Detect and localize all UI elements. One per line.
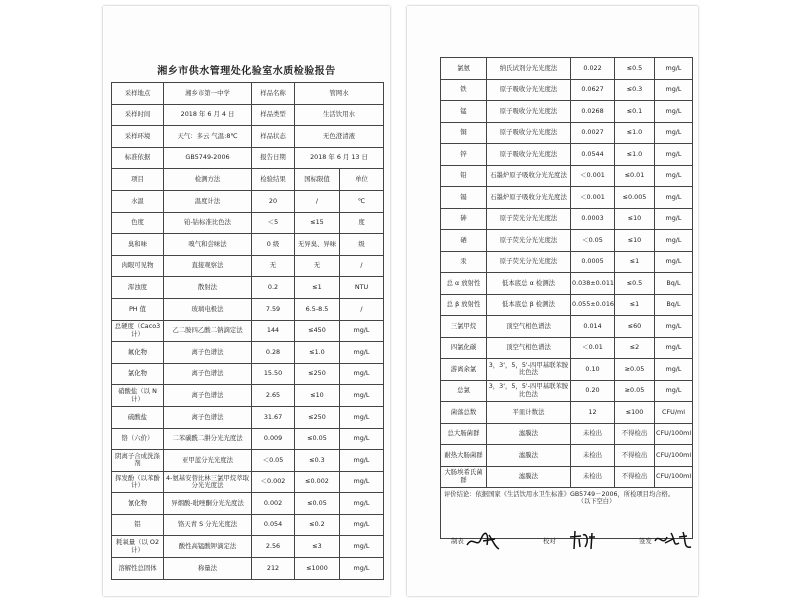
test-result: ＜0.05 (571, 230, 615, 252)
test-result: 0.0027 (571, 122, 615, 144)
column-header: 检验结果 (252, 169, 295, 191)
left-results-table (111, 82, 384, 580)
info-label: 采样时间 (112, 104, 164, 126)
table-row (441, 58, 693, 80)
unit: ℃ (340, 190, 384, 212)
table-row (112, 558, 384, 580)
item-name: 硒 (441, 230, 487, 252)
table-row (441, 466, 693, 488)
test-result: 0.014 (571, 316, 615, 338)
standard-limit: ≤1.0 (615, 144, 655, 166)
standard-limit: ≤0.05 (295, 428, 340, 450)
standard-limit: ≤0.5 (615, 273, 655, 295)
standard-limit: / (295, 190, 340, 212)
standard-limit: ≤0.2 (295, 514, 340, 536)
test-result: 0.0003 (571, 208, 615, 230)
test-result: 0.055±0.016 (571, 294, 615, 316)
test-method: 铬天青 S 分光光度法 (164, 514, 252, 536)
item-name: 总氯 (441, 380, 487, 402)
standard-limit: ≤10 (615, 208, 655, 230)
unit: mg/L (340, 558, 384, 580)
standard-limit: ≤250 (295, 363, 340, 385)
info-label: 标准依据 (112, 147, 164, 169)
info-value: 2018 年 6 月 13 日 (295, 147, 384, 169)
table-row (441, 337, 693, 359)
item-name: 铅 (441, 165, 487, 187)
standard-limit: ≤0.3 (615, 79, 655, 101)
table-row (112, 493, 384, 515)
test-method: 滤膜法 (487, 466, 571, 488)
unit: mg/L (340, 536, 384, 558)
table-row (112, 255, 384, 277)
unit: mg/L (655, 316, 693, 338)
test-method: 原子荧光分光光度法 (487, 208, 571, 230)
test-result: 20 (252, 190, 295, 212)
test-method: 石墨炉原子吸收分光光度法 (487, 165, 571, 187)
item-name: 三氯甲烷 (441, 316, 487, 338)
unit: / (340, 298, 384, 320)
unit: mg/L (655, 144, 693, 166)
test-result: 0.0268 (571, 101, 615, 123)
table-row (112, 363, 384, 385)
table-row (441, 230, 693, 252)
item-name: 游离余氯 (441, 359, 487, 381)
standard-limit: ≤100 (615, 402, 655, 424)
standard-limit: ≤10 (295, 385, 340, 407)
unit: CFU/100ml (655, 423, 693, 445)
test-method: 嗅气和尝味法 (164, 234, 252, 256)
info-row (112, 104, 384, 126)
test-method: 离子色谱法 (164, 406, 252, 428)
standard-limit: ≤250 (295, 406, 340, 428)
standard-limit: ≤0.3 (295, 450, 340, 472)
item-name: 总大肠菌群 (441, 423, 487, 445)
standard-limit: ≤60 (615, 316, 655, 338)
table-row (112, 406, 384, 428)
item-name: 铜 (441, 122, 487, 144)
item-name: 砷 (441, 208, 487, 230)
unit: mg/L (655, 101, 693, 123)
unit: mg/L (340, 363, 384, 385)
test-result: 12 (571, 402, 615, 424)
item-name: 镉 (441, 187, 487, 209)
test-method: 纳氏试剂分光光度法 (487, 58, 571, 80)
unit: mg/L (340, 514, 384, 536)
test-result: ＜5 (252, 212, 295, 234)
standard-limit: ≤2 (615, 337, 655, 359)
unit: Bq/L (655, 273, 693, 295)
test-result: ＜0.001 (571, 165, 615, 187)
standard-limit: ≤1000 (295, 558, 340, 580)
test-method: 原子吸收分光光度法 (487, 101, 571, 123)
table-row (441, 79, 693, 101)
table-row (112, 320, 384, 342)
item-name: PH 值 (112, 298, 164, 320)
item-name: 肉眼可见物 (112, 255, 164, 277)
info-value: 无色澄清液 (295, 126, 384, 148)
item-name: 溶解性总固体 (112, 558, 164, 580)
standard-limit: ≤1 (295, 277, 340, 299)
test-result: 0.054 (252, 514, 295, 536)
column-header: 项目 (112, 169, 164, 191)
test-result: ＜0.002 (252, 471, 295, 493)
right-results-table (440, 57, 693, 539)
table-row (441, 423, 693, 445)
table-row (441, 101, 693, 123)
unit: mg/L (655, 251, 693, 273)
info-row (112, 147, 384, 169)
checked-signature-icon (567, 527, 597, 555)
unit: Bq/L (655, 294, 693, 316)
info-label: 采样地点 (112, 83, 164, 105)
unit: 度 (340, 212, 384, 234)
prepared-by-label: 制表 (451, 537, 464, 545)
item-name: 阴离子合成洗涤剂 (112, 450, 164, 472)
unit: mg/L (655, 208, 693, 230)
report-page-right (407, 6, 698, 596)
unit: mg/L (655, 380, 693, 402)
item-name: 铁 (441, 79, 487, 101)
table-row (441, 445, 693, 467)
column-header: 国标限值 (295, 169, 340, 191)
item-name: 臭和味 (112, 234, 164, 256)
table-row (441, 359, 693, 381)
test-method: 异烟酸-吡唑酮分光光度法 (164, 493, 252, 515)
test-method: 滤膜法 (487, 445, 571, 467)
test-method: 酸性高锰酸钾滴定法 (164, 536, 252, 558)
item-name: 色度 (112, 212, 164, 234)
unit: mg/L (655, 337, 693, 359)
item-name: 硝酸盐（以 N 计） (112, 385, 164, 407)
standard-limit: 不得检出 (615, 423, 655, 445)
signature-area (407, 527, 698, 557)
standard-limit: ≤10 (615, 230, 655, 252)
item-name: 铬（六价） (112, 428, 164, 450)
test-method: 离子色谱法 (164, 363, 252, 385)
standard-limit: ≥0.05 (615, 380, 655, 402)
item-name: 菌落总数 (441, 402, 487, 424)
item-name: 氯化物 (112, 363, 164, 385)
table-row (112, 342, 384, 364)
info-label: 样品类型 (252, 104, 295, 126)
test-method: 直接观察法 (164, 255, 252, 277)
table-row (441, 316, 693, 338)
standard-limit: ≤0.05 (295, 493, 340, 515)
table-row (441, 251, 693, 273)
test-method: 滤膜法 (487, 423, 571, 445)
unit: mg/L (655, 165, 693, 187)
unit: mg/L (340, 450, 384, 472)
table-row (112, 428, 384, 450)
table-row (112, 234, 384, 256)
unit: 级 (340, 234, 384, 256)
unit: mg/L (340, 493, 384, 515)
table-row (112, 298, 384, 320)
standard-limit: 无 (295, 255, 340, 277)
evaluation-conclusion: 评价结论：依据国家《生活饮用水卫生标准》GB5749－2006，所检项目均合格。 (444, 491, 675, 498)
standard-limit: ≤0.5 (615, 58, 655, 80)
info-label: 样品状态 (252, 126, 295, 148)
test-result: 2.56 (252, 536, 295, 558)
info-row (112, 83, 384, 105)
unit: CFU/100ml (655, 466, 693, 488)
approved-by-label: 签发 (639, 537, 652, 545)
standard-limit: ≤1 (615, 251, 655, 273)
test-method: 顶空气相色谱法 (487, 316, 571, 338)
test-method: 平皿计数法 (487, 402, 571, 424)
test-result: ＜0.05 (252, 450, 295, 472)
unit: CFU/100ml (655, 445, 693, 467)
test-result: 0.0544 (571, 144, 615, 166)
table-row (441, 122, 693, 144)
table-row (441, 380, 693, 402)
unit: mg/L (655, 187, 693, 209)
test-result: 0.2 (252, 277, 295, 299)
standard-limit: ≥0.05 (615, 359, 655, 381)
item-name: 四氯化碳 (441, 337, 487, 359)
unit: mg/L (655, 58, 693, 80)
item-name: 浑浊度 (112, 277, 164, 299)
standard-limit: ≤1 (615, 294, 655, 316)
item-name: 大肠埃希氏菌群 (441, 466, 487, 488)
test-result: 0.0005 (571, 251, 615, 273)
test-result: 0 级 (252, 234, 295, 256)
test-method: 原子荧光分光光度法 (487, 251, 571, 273)
test-result: 0.002 (252, 493, 295, 515)
table-row (112, 536, 384, 558)
test-method: 离子色谱法 (164, 342, 252, 364)
test-result: 15.50 (252, 363, 295, 385)
table-row (441, 165, 693, 187)
test-method: 顶空气相色谱法 (487, 337, 571, 359)
report-title: 湘乡市供水管理处化验室水质检验报告 (157, 66, 336, 77)
test-result: 0.28 (252, 342, 295, 364)
table-header-row (112, 169, 384, 191)
standard-limit: ≤15 (295, 212, 340, 234)
test-result: 0.20 (571, 380, 615, 402)
unit: mg/L (655, 122, 693, 144)
test-result: 7.59 (252, 298, 295, 320)
report-page-left (103, 6, 390, 596)
test-method: 乙二胺四乙酸二钠滴定法 (164, 320, 252, 342)
unit: mg/L (655, 230, 693, 252)
info-label: 采样环境 (112, 126, 164, 148)
table-row (112, 514, 384, 536)
test-result: 31.67 (252, 406, 295, 428)
test-method: 原子吸收分光光度法 (487, 144, 571, 166)
column-header: 单位 (340, 169, 384, 191)
item-name: 总 β 放射性 (441, 294, 487, 316)
test-result: ＜0.001 (571, 187, 615, 209)
unit: mg/L (340, 342, 384, 364)
column-header: 检测方法 (164, 169, 252, 191)
unit: mg/L (340, 428, 384, 450)
approved-signature-icon (653, 527, 695, 555)
unit: mg/L (655, 359, 693, 381)
standard-limit: 不得检出 (615, 445, 655, 467)
table-row (441, 273, 693, 295)
checked-by-label: 校对 (543, 537, 556, 545)
unit: mg/L (340, 320, 384, 342)
item-name: 氰化物 (112, 493, 164, 515)
test-result: 未检出 (571, 445, 615, 467)
test-method: 散射法 (164, 277, 252, 299)
info-value: 2018 年 6 月 4 日 (164, 104, 252, 126)
info-value: 生活饮用水 (295, 104, 384, 126)
test-result: 0.038±0.011 (571, 273, 615, 295)
item-name: 挥发酚（以苯酚计） (112, 471, 164, 493)
test-method: 4-氨基安替比林三氯甲烷萃取分光光度法 (164, 471, 252, 493)
test-result: 无 (252, 255, 295, 277)
unit: mg/L (340, 406, 384, 428)
item-name: 硫酸盐 (112, 406, 164, 428)
item-name: 锌 (441, 144, 487, 166)
table-row (112, 450, 384, 472)
info-value: GB5749-2006 (164, 147, 252, 169)
test-result: 0.0627 (571, 79, 615, 101)
table-row (441, 144, 693, 166)
standard-limit: 不得检出 (615, 466, 655, 488)
table-row (441, 294, 693, 316)
standard-limit: ≤1.0 (615, 122, 655, 144)
unit: mg/L (340, 385, 384, 407)
unit: / (340, 255, 384, 277)
table-row (441, 208, 693, 230)
unit: NTU (340, 277, 384, 299)
test-method: 低本底总 β 检测法 (487, 294, 571, 316)
table-row (441, 402, 693, 424)
prepared-signature-icon (465, 527, 501, 555)
standard-limit: ≤0.002 (295, 471, 340, 493)
test-result: 2.65 (252, 385, 295, 407)
item-name: 氯氨 (441, 58, 487, 80)
test-method: 二苯碳酰二肼分光光度法 (164, 428, 252, 450)
test-result: 未检出 (571, 466, 615, 488)
standard-limit: 无异臭、异味 (295, 234, 340, 256)
info-label: 样品名称 (252, 83, 295, 105)
test-result: ＜0.01 (571, 337, 615, 359)
test-method: 3，3'，5，5'-四甲基联苯胺比色法 (487, 359, 571, 381)
test-method: 原子吸收分光光度法 (487, 79, 571, 101)
info-value: 管网水 (295, 83, 384, 105)
test-method: 离子色谱法 (164, 385, 252, 407)
standard-limit: 6.5-8.5 (295, 298, 340, 320)
table-row (112, 385, 384, 407)
table-row (112, 212, 384, 234)
info-value: 湘乡市第一中学 (164, 83, 252, 105)
evaluation-blank-note: （以下空白） (577, 498, 616, 506)
test-method: 亚甲蓝分光光度法 (164, 450, 252, 472)
standard-limit: ≤450 (295, 320, 340, 342)
table-row (112, 277, 384, 299)
standard-limit: ≤3 (295, 536, 340, 558)
item-name: 铝 (112, 514, 164, 536)
unit: mg/L (340, 471, 384, 493)
test-result: 未检出 (571, 423, 615, 445)
test-method: 原子吸收分光光度法 (487, 122, 571, 144)
table-row (112, 190, 384, 212)
test-result: 144 (252, 320, 295, 342)
table-row (112, 471, 384, 493)
test-method: 称量法 (164, 558, 252, 580)
item-name: 总 α 放射性 (441, 273, 487, 295)
test-result: 0.022 (571, 58, 615, 80)
test-result: 0.10 (571, 359, 615, 381)
test-method: 温度计法 (164, 190, 252, 212)
test-method: 原子荧光分光光度法 (487, 230, 571, 252)
item-name: 水温 (112, 190, 164, 212)
standard-limit: ≤1.0 (295, 342, 340, 364)
item-name: 氟化物 (112, 342, 164, 364)
item-name: 耗氧量（以 O2 计） (112, 536, 164, 558)
standard-limit: ≤0.005 (615, 187, 655, 209)
standard-limit: ≤0.1 (615, 101, 655, 123)
test-method: 3，3'，5，5'-四甲基联苯胺比色法 (487, 380, 571, 402)
test-method: 石墨炉原子吸收分光光度法 (487, 187, 571, 209)
test-method: 低本底总 α 检测法 (487, 273, 571, 295)
test-result: 212 (252, 558, 295, 580)
table-row (441, 187, 693, 209)
info-label: 报告日期 (252, 147, 295, 169)
unit: mg/L (655, 79, 693, 101)
unit: CFU/ml (655, 402, 693, 424)
item-name: 汞 (441, 251, 487, 273)
test-result: 0.009 (252, 428, 295, 450)
item-name: 锰 (441, 101, 487, 123)
test-method: 铂-钴标准比色法 (164, 212, 252, 234)
info-row (112, 126, 384, 148)
standard-limit: ≤0.01 (615, 165, 655, 187)
item-name: 总硬度（Caco3 计） (112, 320, 164, 342)
info-value: 天气：多云 气温:8℃ (164, 126, 252, 148)
test-method: 玻璃电极法 (164, 298, 252, 320)
item-name: 耐热大肠菌群 (441, 445, 487, 467)
